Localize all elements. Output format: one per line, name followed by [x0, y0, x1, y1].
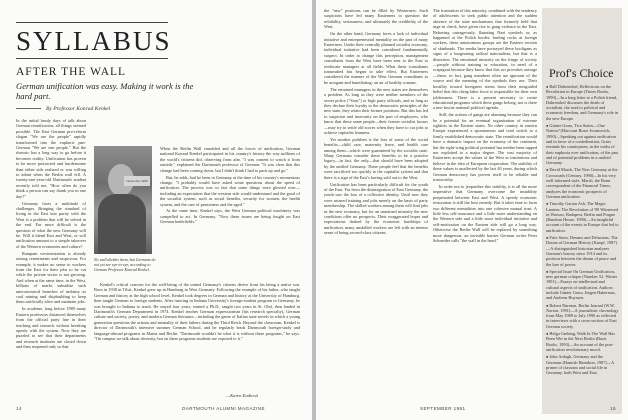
photo-body-shape: [98, 194, 146, 254]
book-entry: Günter Grass, Two States—One Nation? (Harcourt Brace Jovanovich, 1990)—Speaking out against unification and in favor of a confederation, Grass reminds his countrymen, in the midst of their euphoria over unification, of the past and of potential problems in a unified Germany.: [546, 123, 619, 166]
profile-paragraph: When the Berlin Wall crumbled and all the forces of unification, German national Konrad Kenkel participated in his country's history the way millions of the world's citizens did, observing from afar. "I was content to watch it from outside," explained the Dartmouth professor of German. "It was clear that this change had been coming down, but I didn't think I had to pack up and go.": [160, 146, 300, 173]
signature: —Karen Endicott: [226, 393, 259, 398]
book-entry: Robert Darnton, Berlin Journal (W.W. Norton, 1991)—A journalistic chronology from May 1989 to July 1990 as reflected in interviews with a cross-section of East German society.: [546, 302, 619, 329]
list-item: [546, 354, 619, 375]
article-paragraph: Germany faces a multitude of challenges. Bringing the standard of living in the East into parity with the West is a problem that will be solved in the end. Far more difficult is the question of what the new Germany will be. Will it blend East and West, or will unification amount to a simple takeover of the Western economies and culture?: [16, 200, 86, 249]
bullet-icon: ●: [546, 123, 550, 129]
article-paragraph: The frustration of this minority, combined with the tendency of adolescents to seek public attention and the sudden absence of the state mechanisms that formerly held that urge in check, have given rise to gang violence in the East. Behaving outrageously, flaunting Nazi symbols or, as happened at the Polish border, hurling rocks at foreign workers, these autonomous groups are the Eastern version of skinheads. The media have portrayed these hooligans as signs of a burgeoning radical nationalism, but that is a distortion. The emotional minority on the fringe of society—people without training or education, in need of a scapegoat because they know that this act provokes outrage—these, in fact, gang members often are ignorant of the source and the meaning of the symbols they use. Their hostility toward foreigners stems from their misguided belief that this cheap labor force is responsible for their own joblessness. There is a present necessity to create educational programs which these gangs belong, not is there a neo-fascist national political agenda.: [433, 8, 537, 111]
book-entry: David Marsh, The New Germany at the Crossroads (Century, 1990)—In his very well informed style, Marsh, the Bonn correspondent of the Financial Times, analyzes the economic prospects of German unification.: [546, 167, 618, 199]
article-paragraph: Unification has been particularly difficult for the youth of the East. Far from the disintegration of East Germany, the youth saw the loss of a collective identity. Until now they were assured training and jobs merely on the basis of party membership. The skilled workers among them will find jobs in the new economy, but for an untrained minority the new conditions offer no prospects. Their exaggerated hopes and expectations dashed by the economic hardships of unification, many unskilled workers are left with an intense sense of being second-class citizens.: [324, 181, 428, 236]
profs-choice-title: Prof's Choice: [549, 66, 614, 80]
article-paragraph: On the other hand, Germany faces a lack of individual initiative and entrepreneurial mentality on the part of many Easterners. Under their centrally planned socialist economy, individual initiative had been considered fundamentally suspect. In order to change this perception, management consultants from the West have been sent to the East to reeducate managers at all fields. What these consultants transmitted has begun to take effect. But Easterners considered the manner of the West German consultants to be arrogant and humiliating: an air of healthy romans.: [324, 31, 428, 85]
profile-paragraph: At the same time, Kenkel says, the West German political machinery was compelled to act. In Germany. "Now these issues are being fought on East German battlefields.": [160, 208, 300, 225]
list-item: [546, 167, 619, 199]
list-item: [546, 331, 619, 352]
article-paragraph: In academe, long before 1989 many Eastern professors distanced themselves from the official party line in their teaching and research without breaking openly with the system. Now they are puzzled to see that their departments and research institutes are closed down and then reopened only so that: [16, 306, 86, 350]
bullet-icon: ●: [546, 268, 550, 274]
deck: German unification was easy. Making it work is the hard part.: [16, 81, 194, 102]
bullet-icon: ●: [546, 167, 550, 173]
page-number-left: 14: [16, 406, 22, 411]
article-column-1: [16, 118, 86, 402]
bullet-icon: ●: [546, 235, 550, 241]
article-paragraph: In order not to jeopardize this stability, it is all the more imperative that Germany overcome the instability perpetuated between East and West. A speedy economic restoration is still the best remedy. But it takes time to form two different mentalities into one cohesive mutual trust. A little less self-assurance and a little more understanding on the Western side and a little more individual initiative and self-motivation on the Eastern side will go a long way. Otherwise the Berlin Wall will be replaced by something more dangerous: an invisible barrier German writer Peter Schneider calls "the wall in the head.": [433, 184, 537, 244]
profile-paragraph: Kenkel's critical concern for the well-being of the united Germany's citizens derive from his being a native son. Born in 1938 in Tilsit, Kenkel grew up in Hamburg in West Germany. Following the example of his father, who taught German and history at the high school level, Kenkel took degrees in German and history at the University of Hamburg, then taught German to foreign students. After tutoring in Indiana University's foreign-student program in Germany, he was brought to Indiana to teach. He stayed four years, earned a Ph.D., taught two years in St. Olaf, then landed in Dartmouth's German Department in 1974. Kenkel teaches German expressionism (his research specialty), German culture and society, poetry, and modern German literature—including the genre of Italian state novels in which a young generation questions the actions and mentality of their fathers during the Third Reich. Beyond the classroom, Kenkel is director of Dartmouth's intensive summer German School, and he regularly leads Dartmouth foreign-study and language-abroad programs in Mainz and Berlin. "Dartmouth wouldn't be what it is without these programs," he says. "On campus we talk about diversity, but on these programs students are exposed to it.": [94, 282, 300, 342]
kicker-bottom-rule: [16, 58, 168, 59]
left-page: [0, 0, 312, 420]
list-item: [546, 201, 619, 233]
magazine-name: DARTMOUTH ALUMNI MAGAZINE: [182, 406, 265, 411]
book-entry: John Ardagh, Germany and the Germans (Hamish Hamilton, 1987)—A primer of classism and social life in Germany, both West and East.: [546, 354, 615, 376]
list-item: [546, 235, 619, 267]
kicker: SYLLABUS: [16, 26, 172, 56]
byline-rule: [16, 108, 41, 109]
article-column-3: [324, 8, 428, 402]
bullet-icon: ●: [546, 331, 550, 337]
bullet-icon: ●: [546, 84, 550, 89]
book-entry: Fritz Stern, Dreams and Delusions: The Drama of German History (Knopf, 1987)—A distinguished historian analyzes German's history since 1914 and its position between the dream of peace and the lure of power.: [546, 235, 618, 267]
byline: By Professor Konrad Kenkel: [46, 106, 111, 112]
article-paragraph: Yet another problem is the loss of some of the social benefits—child care, maternity leave, and health care among them—which were guaranteed by the socialist state. Many Germans consider these benefits to be a positive legacy—in fact, the only—that should have been adopted by the unified Germany. These people feel that the benefits were sacrificed too quickly to the capitalist system and that there is a sign of the East's having sold out to the West.: [324, 136, 428, 180]
article-paragraph: The retrained managers in the new states are themselves a problem. As long as they were neither members of the secret police ("Stasi") or high party officials, and as long as they declare their loyalty to the democratic principles of the new state, they retain their former positions. But this has led to suspicion and insecurity on the part of employees, who know that these same people—their former socialist bosses—may try to settle old scores when they have to cut jobs to achieve capitalist leanness.: [324, 86, 428, 135]
profile-paragraph: But, he adds, had he been in Germany at the time of his country's momentous change, "I probably would have asked some questions about the speed of unification. The process was so fast that some things were glossed over—including an expectation that the western side would understand and the good of the socialist system, such as social benefits, security for women, the health system, and the care of pensioners and the aged.": [160, 174, 300, 207]
article-paragraph: the "new" positions can be filled by Westerners. Such suspicions have led many Easterners to question the reliability, seriousness, and ultimately the credibility of the West.: [324, 8, 428, 30]
bullet-icon: ●: [546, 302, 550, 308]
book-entry: Ralf Dahrendorf, Reflections on the Revolution in Europe (Times Books, 1990)—In a long letter to a Polish friend, Dahrendorf discusses the death of socialism, the road to political and economic freedom, and Germany's role in the new Europe.: [546, 84, 619, 121]
list-item: [546, 303, 619, 329]
article-paragraph: In the initial heady days of talk about German reunification, all things seemed possible. The East German pro-reform slogan "We are the people" rapidly transformed into the euphoric pan-German "We are one people." But the rhetoric has a long way to go before it becomes reality. Unification has proven to be more protracted and burdensome than either side realized or was willing to admit when the Berlin wall fell. A twenty-one-year-old Dartmouth student recently told me, "How often do you think a person can say thank you in one day?": [16, 118, 86, 199]
profs-choice-list: [546, 84, 619, 377]
book-entry: Helga Grebing, Walk In The Wall Has Been Wet in the Next Berlin (Basic Books, 1993)—An account of the post-unification revolutionary mood.: [546, 331, 615, 352]
photo-caption: No wall divides them, but Germans do not yet see eye-to-eye, according to German Professor Konrad Kenkel.: [94, 257, 156, 272]
professor-photo: [94, 146, 152, 254]
headline: AFTER THE WALL: [16, 66, 127, 78]
sidebar-profile-column: [160, 146, 300, 278]
list-item: [546, 269, 619, 301]
bullet-icon: ●: [546, 354, 550, 360]
article-paragraph: Still, the actions of gangs are alarming because they can be a potential for an eventual organization of extreme rightists in the Eastern states. No other country in eastern Europe experienced a spontaneous and total switch to a firmly established democratic state. The reunification would have a dramatic impact on the economy of the continent, but the right-wing political potential has neither been tapped nor exploited to a major degree. The vast majority of Easterners accept the values of the West as institutions and believe in the idea of European cooperation. The stability of these values is unaffected by the last 40 years, during which German democracy has proven itself to be reliable and trustworthy.: [433, 112, 537, 183]
list-item: [546, 84, 619, 121]
right-page: [316, 0, 628, 420]
page-number-right: 15: [610, 406, 616, 411]
article-column-4: [433, 8, 537, 402]
article-paragraph: Rampant westernization is already raising resentments and suspicions. For example, it makes no sense to workers from the East for their jobs to be cut while the private sector is not growing. And when at the same time, in the West, billions of marks subsidize such uneconomical branches of industry as coal mining and shipbuilding to keep them artificially alive and maintain jobs.: [16, 250, 86, 305]
book-entry: Special Issue On German Unification, new german critique (Number 52, Winter 1991)—Essays on intellectual and cultural aspects of unification. Authors include Günter Grass, Jürgen Habermas, and Andreas Huyssen.: [546, 268, 618, 301]
profile-wide-column: [94, 282, 300, 392]
list-item: [546, 123, 619, 165]
book-entry: Timothy Garton Ash, The Magic Lantern: The Revolution of '89 Witnessed in Warsaw, Budapest, Berlin and Prague (Random House, 1990)—An insightful account of the events in Europe that led to unification.: [546, 201, 619, 233]
photo-poster: November 1989: [124, 176, 150, 186]
issue-date: SEPTEMBER 1991: [420, 406, 466, 411]
kicker-top-rule: [16, 22, 168, 23]
bullet-icon: ●: [546, 201, 550, 207]
